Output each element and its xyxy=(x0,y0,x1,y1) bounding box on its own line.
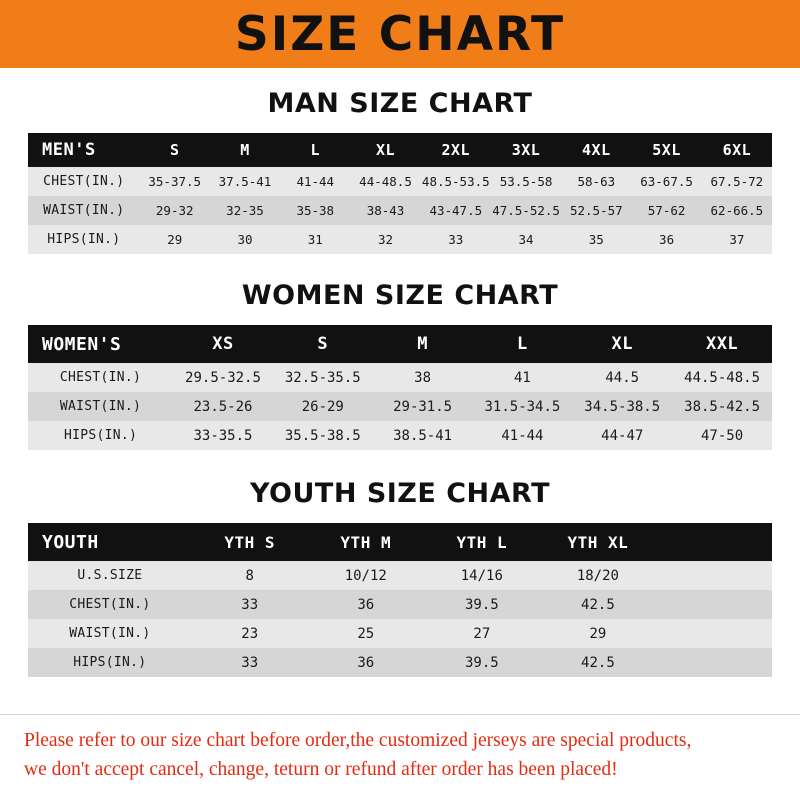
cell: 42.5 xyxy=(581,654,615,671)
page-title: SIZE CHART xyxy=(234,6,566,62)
cell: 35-38 xyxy=(296,203,335,218)
cell: 31.5-34.5 xyxy=(484,398,561,415)
chart-content xyxy=(0,68,800,696)
youth-header-l: YTH L xyxy=(456,532,508,552)
cell: 38.5-41 xyxy=(393,427,453,444)
table-row xyxy=(28,167,772,196)
table-row xyxy=(28,392,772,421)
cell: 25 xyxy=(357,625,375,642)
cell: 43-47.5 xyxy=(429,203,483,218)
men-header-s: S xyxy=(169,141,180,159)
cell: 67.5-72 xyxy=(710,174,764,189)
row-label: CHEST(IN.) xyxy=(43,174,125,189)
youth-header-label: YOUTH xyxy=(42,531,99,553)
note-line-2: we don't accept cancel, change, teturn or refund after order has been placed! xyxy=(24,758,618,780)
cell: 27 xyxy=(473,625,491,642)
cell: 57-62 xyxy=(647,203,686,218)
youth-header-s: YTH S xyxy=(224,532,276,552)
cell: 33-35.5 xyxy=(193,427,253,444)
men-header-m: M xyxy=(240,141,250,159)
cell xyxy=(656,648,772,677)
table-row xyxy=(28,590,772,619)
cell: 53.5-58 xyxy=(499,174,553,189)
cell: 36 xyxy=(659,232,675,247)
row-label: HIPS(IN.) xyxy=(73,655,147,670)
youth-section-title: YOUTH SIZE CHART xyxy=(249,478,551,509)
women-header-s: S xyxy=(317,334,329,354)
cell: 34.5-38.5 xyxy=(584,398,661,415)
cell: 44.5-48.5 xyxy=(684,369,760,386)
cell: 38 xyxy=(414,369,432,386)
cell: 32 xyxy=(377,232,394,247)
women-header-label: WOMEN'S xyxy=(42,333,122,355)
men-header-label: MEN'S xyxy=(42,140,96,160)
cell: 47.5-52.5 xyxy=(492,203,560,218)
cell: 37 xyxy=(729,232,745,247)
cell: 39.5 xyxy=(464,596,499,613)
cell: 14/16 xyxy=(460,567,503,584)
row-label: U.S.SIZE xyxy=(77,568,143,583)
cell: 44.5 xyxy=(605,369,640,386)
table-row xyxy=(28,561,772,590)
cell: 33 xyxy=(241,596,259,613)
table-row xyxy=(28,421,772,450)
cell: 38.5-42.5 xyxy=(684,398,760,415)
cell: 23.5-26 xyxy=(193,398,253,415)
men-header-4xl: 4XL xyxy=(582,141,611,159)
table-row xyxy=(28,196,772,225)
men-size-table xyxy=(28,133,772,254)
row-label: HIPS(IN.) xyxy=(47,232,121,247)
disclaimer-note xyxy=(0,714,800,800)
cell: 33 xyxy=(241,654,259,671)
cell: 58-63 xyxy=(577,174,616,189)
men-header-2xl: 2XL xyxy=(441,141,471,159)
row-label: CHEST(IN.) xyxy=(69,597,151,612)
women-header-xl: XL xyxy=(611,334,633,354)
cell xyxy=(656,561,772,590)
cell: 36 xyxy=(357,596,375,613)
cell: 8 xyxy=(245,567,254,584)
row-label: WAIST(IN.) xyxy=(43,203,125,218)
table-header-row xyxy=(28,325,772,363)
women-header-l: L xyxy=(517,334,528,354)
men-header-3xl: 3XL xyxy=(511,141,541,159)
cell: 32-35 xyxy=(226,203,264,218)
table-row xyxy=(28,619,772,648)
women-header-m: M xyxy=(417,334,428,354)
cell: 41 xyxy=(513,369,531,386)
cell: 36 xyxy=(357,654,375,671)
cell: 29-32 xyxy=(155,203,194,218)
cell: 37.5-41 xyxy=(218,174,272,189)
cell: 34 xyxy=(518,232,534,247)
cell: 10/12 xyxy=(344,567,387,584)
cell: 32.5-35.5 xyxy=(284,369,361,386)
women-size-table xyxy=(28,325,772,450)
cell: 35-37.5 xyxy=(148,174,202,189)
cell: 26-29 xyxy=(301,398,344,415)
row-label: CHEST(IN.) xyxy=(59,370,142,385)
cell: 29 xyxy=(167,232,183,247)
row-label: WAIST(IN.) xyxy=(59,399,142,414)
cell: 63-67.5 xyxy=(640,174,693,189)
cell: 41-44 xyxy=(501,427,544,444)
youth-header-empty xyxy=(656,523,772,561)
cell: 38-43 xyxy=(366,203,405,218)
table-row xyxy=(28,225,772,254)
cell: 35.5-38.5 xyxy=(284,427,361,444)
cell: 39.5 xyxy=(464,654,499,671)
cell: 42.5 xyxy=(581,596,615,613)
cell: 29.5-32.5 xyxy=(185,369,261,386)
cell xyxy=(656,590,772,619)
youth-size-table xyxy=(28,523,772,677)
youth-header-xl: YTH XL xyxy=(567,532,629,552)
row-label: WAIST(IN.) xyxy=(69,626,151,641)
cell: 29-31.5 xyxy=(393,398,453,415)
cell: 44-48.5 xyxy=(359,174,412,189)
table-row xyxy=(28,363,772,392)
women-section-title: WOMEN SIZE CHART xyxy=(241,280,559,311)
men-header-6xl: 6XL xyxy=(722,141,752,159)
women-header-xs: XS xyxy=(212,334,234,354)
cell: 33 xyxy=(448,232,464,247)
men-header-l: L xyxy=(310,141,321,159)
table-header-row xyxy=(28,133,772,167)
cell: 18/20 xyxy=(576,567,619,584)
women-header-xxl: XXL xyxy=(705,334,739,354)
cell: 23 xyxy=(241,625,259,642)
cell xyxy=(656,619,772,648)
header-banner xyxy=(0,0,800,68)
cell: 35 xyxy=(588,232,604,247)
men-header-5xl: 5XL xyxy=(652,141,681,159)
cell: 41-44 xyxy=(296,174,335,189)
row-label: HIPS(IN.) xyxy=(63,428,138,443)
cell: 62-66.5 xyxy=(710,203,764,218)
table-header-row xyxy=(28,523,772,561)
cell: 44-47 xyxy=(601,427,644,444)
men-section-title: MAN SIZE CHART xyxy=(267,88,533,119)
cell: 30 xyxy=(237,232,253,247)
cell: 48.5-53.5 xyxy=(421,174,490,189)
cell: 52.5-57 xyxy=(569,203,623,218)
youth-header-m: YTH M xyxy=(340,532,392,552)
cell: 31 xyxy=(307,232,323,247)
table-row xyxy=(28,648,772,677)
note-line-1: Please refer to our size chart before order,the customized jerseys are special products, xyxy=(24,730,692,752)
cell: 29 xyxy=(589,625,607,642)
cell: 47-50 xyxy=(700,427,744,444)
men-header-xl: XL xyxy=(375,141,396,159)
